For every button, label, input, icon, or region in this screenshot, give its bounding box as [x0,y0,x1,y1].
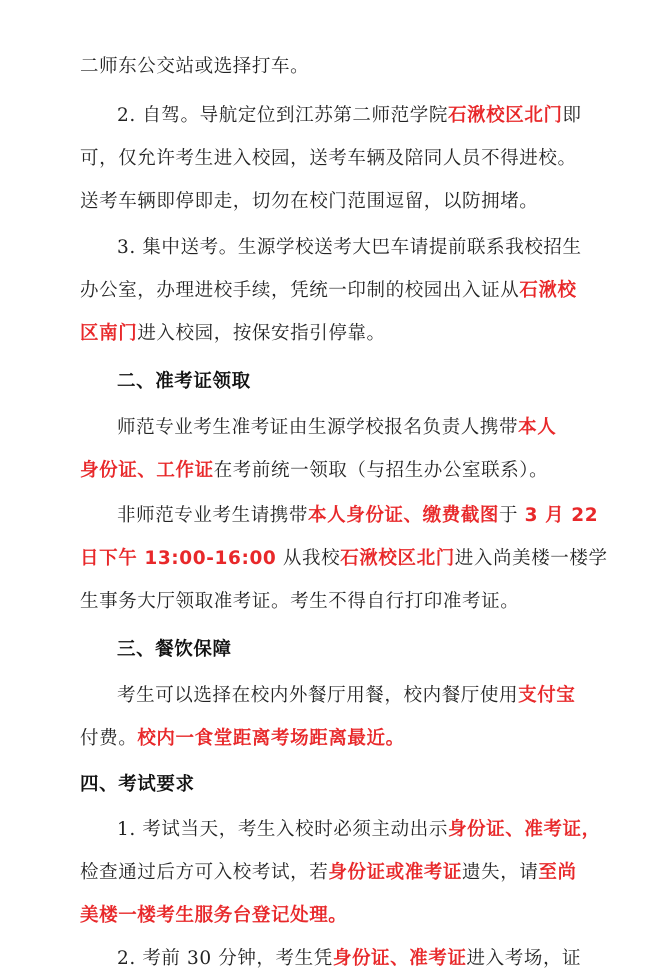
highlight-text: 支付宝 [518,685,576,706]
highlight-text: 石湫校区北门 [340,548,455,569]
highlight-text: 日下午 13:00-16:00 [80,548,277,569]
paragraph-line-17 [80,897,608,935]
body-text: 2. 自驾。导航定位到江苏第二师范学院 [117,105,448,126]
body-text: 师范专业考生准考证由生源学校报名负责人携带 [117,417,519,438]
body-text: 即 [562,105,582,126]
paragraph-line-15 [117,811,608,849]
body-text: 在考前统一领取（与招生办公室联系）。 [213,460,549,481]
paragraph-line-5 [117,229,608,267]
body-text: 生事务大厅领取准考证。考生不得自行打印准考证。 [80,591,520,612]
highlight-text: 3 月 22 [524,505,599,526]
highlight-text: 石湫校区北门 [447,105,563,126]
paragraph-line-13 [117,677,608,715]
body-text: 1. 考试当天，考生入校时必须主动出示 [117,819,448,840]
paragraph-line-14 [80,720,608,758]
paragraph-line-7 [80,315,608,353]
section-heading-4 [80,766,608,804]
paragraph-line-1 [80,48,608,86]
highlight-text: 区南门 [80,323,138,344]
body-text: 四、考试要求 [80,774,195,795]
body-text: 3. 集中送考。生源学校送考大巴车请提前联系我校招生 [117,237,582,258]
body-text: 二、准考证领取 [117,371,251,392]
paragraph-line-11 [80,540,608,578]
highlight-text: 美楼一楼考生服务台登记处理。 [80,905,348,926]
body-text: 可，仅允许考生进入校园，送考车辆及陪同人员不得进校。 [80,148,577,169]
section-heading-2 [117,363,608,401]
paragraph-line-9 [80,452,608,490]
highlight-text: 至尚 [538,862,577,883]
highlight-text: 身份证或准考证 [328,862,463,883]
paragraph-line-18 [117,940,608,978]
body-text: 检查通过后方可入校考试，若 [80,862,329,883]
body-text: 考生可以选择在校内外餐厅用餐，校内餐厅使用 [117,685,519,706]
body-text: 付费。 [80,728,138,749]
paragraph-line-4 [80,183,608,221]
body-text: 三、餐饮保障 [117,639,232,660]
paragraph-line-8 [117,409,608,447]
highlight-text: 身份证、准考证， [447,819,601,840]
highlight-text: 身份证、准考证 [332,948,467,969]
section-heading-3 [117,631,608,669]
paragraph-line-3 [80,140,608,178]
body-text: 2. 考前 30 分钟，考生凭 [117,948,333,969]
body-text: 于 [499,505,525,526]
body-text: 从我校 [276,548,341,569]
highlight-text: 石湫校 [519,280,577,301]
paragraph-line-16 [80,854,608,892]
highlight-text: 本人身份证、缴费截图 [308,505,500,526]
body-text: 进入考场，证 [466,948,582,969]
body-text: 办公室，办理进校手续，凭统一印制的校园出入证从 [80,280,520,301]
highlight-text: 校内一食堂距离考场距离最近。 [137,728,405,749]
highlight-text: 本人 [518,417,557,438]
body-text: 遗失，请 [462,862,539,883]
body-text: 二师东公交站或选择打车。 [80,56,310,77]
body-text: 非师范专业考生请携带 [117,505,309,526]
paragraph-line-10 [117,497,608,535]
paragraph-line-2 [117,97,608,135]
body-text: 进入校园，按保安指引停靠。 [137,323,386,344]
highlight-text: 身份证、工作证 [80,460,214,481]
paragraph-line-12 [80,583,608,621]
body-text: 进入尚美楼一楼学 [454,548,608,569]
paragraph-line-6 [80,272,608,310]
body-text: 送考车辆即停即走，切勿在校门范围逗留，以防拥堵。 [80,191,539,212]
